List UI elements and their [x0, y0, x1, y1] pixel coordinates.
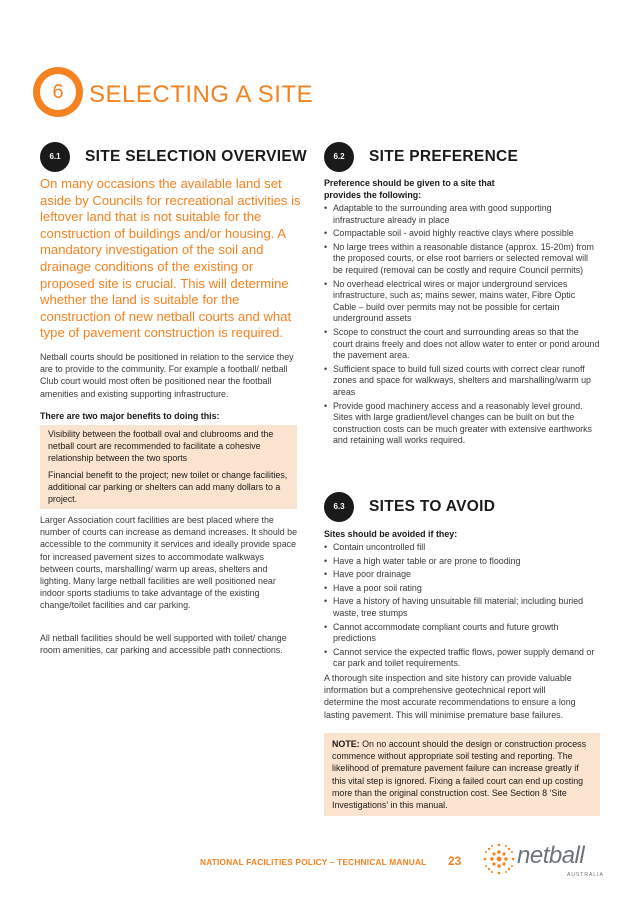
section-6-3-lead: Sites should be avoided if they:: [324, 529, 458, 539]
list-item: • Contain uncontrolled fill: [324, 542, 600, 554]
section-6-3-paragraph: A thorough site inspection and site history can provide valuable information but a comprehensive geotechnical report will determine the most accurate recommendations to ensure a long lasting pavement. This will minimise premature base failures.: [324, 673, 576, 720]
logo-subtitle: AUSTRALIA: [567, 872, 604, 878]
chapter-number: 6: [40, 74, 76, 110]
chapter-heading: [33, 67, 433, 123]
chapter-title: SELECTING A SITE: [89, 81, 314, 108]
section-6-1-heading: [40, 142, 310, 172]
note-text: On no account should the design or construction process commence without appropriate soil testing and reporting. The likelihood of premature pavement failure can increase greatly if this vital step is ignored. Fixing a failed court can end up costing more than the original construction cost. See Section 8 ‘Site Investigations’ in this manual.: [332, 739, 587, 811]
logo-wordmark: netball: [517, 842, 585, 869]
section-6-2-title: SITE PREFERENCE: [369, 148, 519, 165]
note-label: NOTE:: [332, 739, 360, 749]
list-item: • Scope to construct the court and surrounding areas so that the court drains freely and does not allow water to enter or pond around the pavement area.: [324, 327, 600, 362]
section-6-3-badge: 6.3: [324, 492, 354, 522]
list-item: • Provide good machinery access and a reasonably level ground. Sites with large gradient/level changes can be built on but the construction costs can be much greater with extensive earthworks and retaining wall works required.: [324, 401, 600, 447]
page-number: 23: [448, 854, 462, 868]
section-6-2-lead: Preference should be given to a site that provides the following:: [324, 178, 495, 201]
page-footer: [200, 842, 620, 882]
benefit-box-1: Visibility between the football oval and clubrooms and the netball court are recommended to facilitate a cohesive relationship between the two sports: [40, 425, 297, 468]
list-item: • Cannot accommodate compliant courts and future growth predictions: [324, 622, 600, 645]
footer-title: NATIONAL FACILITIES POLICY – TECHNICAL MANUAL: [200, 857, 427, 867]
section-6-1-paragraph-2: Larger Association court facilities are best placed where the number of courts can increase as demand increases. It should be accessible to the community it services and ideally provide space for increased pavement sizes to accommodate walkways between courts, marshalling/ warm up areas, shelters and lighting. Many large netball facilities are well positioned near indoor sports stadiums to take advantage of the existing change/toilet facilities and car parking.: [40, 515, 298, 611]
netball-logo: [479, 839, 609, 885]
benefits-lead: There are two major benefits to doing this:: [40, 411, 220, 421]
section-6-3-title: SITES TO AVOID: [369, 498, 496, 515]
list-item: • Have a history of having unsuitable fill material; including buried waste, tree stumps: [324, 596, 600, 619]
section-6-1-paragraph-3: All netball facilities should be well supported with toilet/ change room amenities, car parking and accessible path connections.: [40, 633, 287, 656]
list-item: • Have a poor soil rating: [324, 583, 600, 595]
list-item: • Have a high water table or are prone to flooding: [324, 556, 600, 568]
list-item: • Have poor drainage: [324, 569, 600, 581]
list-item: • Compactable soil - avoid highly reactive clays where possible: [324, 228, 600, 240]
section-6-1-intro: On many occasions the available land set aside by Councils for recreational activities is leftover land that is not suitable for the construction of buildings and/or housing. A mandatory investigation of the soil and drainage conditions of the existing or proposed site is crucial. This will determine whether the land is suitable for the construction of new netball courts and what type of pavement construction is required.: [40, 176, 301, 341]
netball-sun-icon: [479, 839, 519, 879]
list-item: • Sufficient space to build full sized courts with correct clear runoff zones and space for walkways, shelters and marshalling/warm up areas: [324, 364, 600, 399]
sites-to-avoid-list: [324, 542, 600, 672]
site-preference-list: [324, 203, 600, 449]
note-box: [324, 733, 600, 816]
chapter-number-badge: [33, 67, 83, 117]
list-item: • Adaptable to the surrounding area with good supporting infrastructure already in place: [324, 203, 600, 226]
section-6-1-title: SITE SELECTION OVERVIEW: [85, 148, 307, 165]
benefit-box-2: Financial benefit to the project; new toilet or change facilities, additional car parking or shelters can add many dollars to a project.: [40, 466, 297, 509]
section-6-2-heading: [324, 142, 594, 172]
section-6-3-heading: [324, 492, 594, 522]
section-6-1-badge: 6.1: [40, 142, 70, 172]
list-item: • Cannot service the expected traffic flows, power supply demand or car park and toilet requirements.: [324, 647, 600, 670]
list-item: • No large trees within a reasonable distance (approx. 15-20m) from the proposed courts, or else root barriers or selected removal will be required (removal can be costly and require Council permits): [324, 242, 600, 277]
section-6-1-paragraph-1: Netball courts should be positioned in relation to the service they are to provide to the community. For example a football/ netball Club court would most often be positioned near the football amenities and existing supporting infrastructure.: [40, 352, 294, 399]
section-6-2-badge: 6.2: [324, 142, 354, 172]
list-item: • No overhead electrical wires or major underground services infrastructure, such as; mains sewer, mains water, Fibre Optic Cable – build over permits may not be possible for certain underground assets: [324, 279, 600, 325]
